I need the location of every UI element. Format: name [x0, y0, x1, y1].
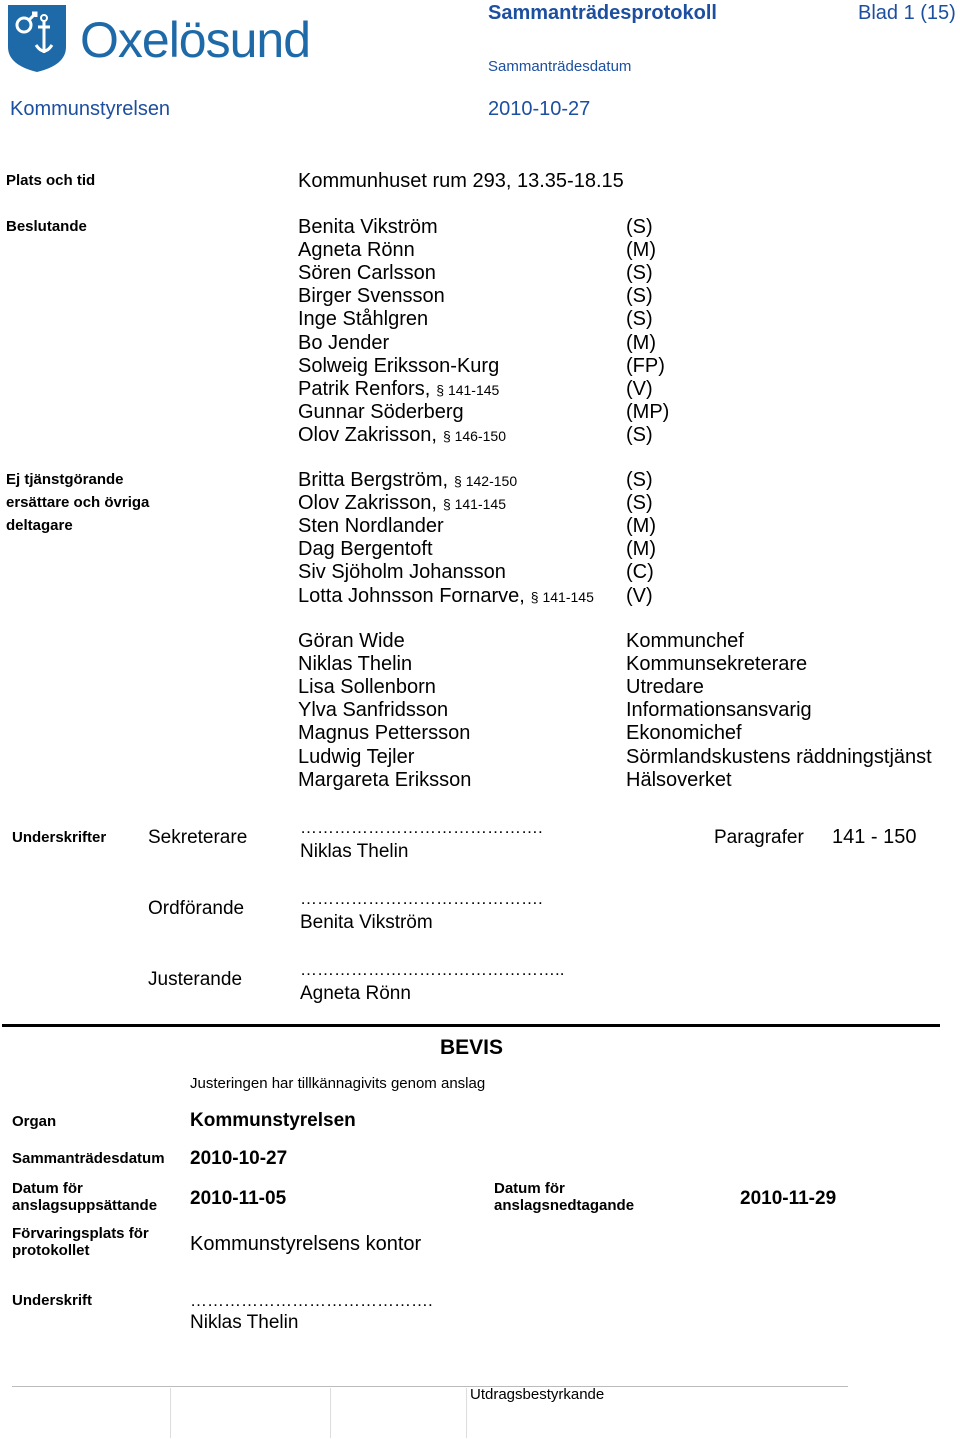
- section-divider: [2, 1024, 940, 1027]
- official-role: Kommunchef: [626, 630, 744, 652]
- meeting-date-bevis-label: Sammanträdesdatum: [12, 1150, 165, 1167]
- storage-label-line1: Förvaringsplats för: [12, 1225, 149, 1242]
- certificate-title: BEVIS: [440, 1036, 504, 1059]
- official-name: Ylva Sanfridsson: [298, 699, 449, 722]
- member-name: Benita Vikström: [298, 216, 438, 238]
- footer-column-line: [170, 1388, 171, 1438]
- paragraphs-value: 141 - 150: [832, 826, 917, 848]
- adjuster-label: Justerande: [148, 969, 243, 990]
- signature-name: Niklas Thelin: [190, 1312, 299, 1333]
- secretary-label: Sekreterare: [148, 827, 248, 848]
- page-indicator: Blad 1 (15): [858, 2, 956, 24]
- substitutes-label-line2: ersättare och övriga: [6, 494, 150, 511]
- member-name: Olov Zakrisson, § 146-150: [298, 423, 506, 446]
- substitute-name: Sten Nordlander: [298, 515, 444, 538]
- certificate-intro: Justeringen har tillkännagivits genom anslag: [190, 1075, 486, 1092]
- chairman-name: Benita Vikström: [300, 912, 433, 933]
- signatures-label: Underskrifter: [12, 829, 107, 846]
- member-name: Gunnar Söderberg: [298, 400, 464, 423]
- substitute-paragraphs: § 142-150: [454, 473, 518, 489]
- member-party: (S): [626, 423, 653, 446]
- member-party: (S): [626, 285, 653, 308]
- organ-label: Organ: [12, 1113, 57, 1130]
- official-role: Informationsansvarig: [626, 699, 812, 722]
- official-role: Hälsoverket: [626, 768, 732, 791]
- member-name: Sören Carlsson: [298, 262, 436, 285]
- official-role: Utredare: [626, 676, 704, 699]
- substitute-name: Britta Bergström, § 142-150: [298, 469, 518, 491]
- member-name: Agneta Rönn: [298, 239, 415, 262]
- posting-date-label-line1: Datum för: [12, 1180, 83, 1197]
- member-party: (S): [626, 262, 653, 285]
- substitute-party: (M): [626, 538, 656, 561]
- paragraphs-label: Paragrafer: [714, 827, 804, 848]
- member-party: (FP): [626, 354, 665, 377]
- member-party: (S): [626, 308, 653, 331]
- secretary-signature-line: …………………………………….: [300, 818, 543, 837]
- substitute-paragraphs: § 141-145: [530, 588, 594, 605]
- place-time-value: Kommunhuset rum 293, 13.35-18.15: [298, 170, 624, 192]
- adjuster-signature-line: ………………………………………..: [300, 960, 565, 979]
- member-paragraphs: § 146-150: [442, 427, 506, 444]
- chairman-label: Ordförande: [148, 898, 245, 919]
- removal-date-label-line1: Datum för: [494, 1180, 565, 1197]
- member-name: Patrik Renfors, § 141-145: [298, 377, 500, 400]
- meeting-date: 2010-10-27: [488, 98, 591, 120]
- substitutes-label-line3: deltagare: [6, 517, 73, 534]
- posting-date-value: 2010-11-05: [190, 1188, 287, 1209]
- signature-label: Underskrift: [12, 1292, 93, 1309]
- organ-value: Kommunstyrelsen: [190, 1110, 356, 1131]
- member-name: Solweig Eriksson-Kurg: [298, 354, 500, 377]
- decision-makers-label: Beslutande: [6, 218, 87, 235]
- member-paragraphs: § 141-145: [436, 381, 500, 398]
- substitute-party: (M): [626, 515, 656, 538]
- substitutes-label-line1: Ej tjänstgörande: [6, 471, 124, 488]
- adjuster-name: Agneta Rönn: [300, 983, 411, 1004]
- official-name: Göran Wide: [298, 630, 405, 652]
- substitute-paragraphs: § 141-145: [442, 496, 506, 513]
- footer-divider: [12, 1386, 848, 1387]
- member-party: (S): [626, 216, 653, 238]
- chairman-signature-line: …………………………………….: [300, 889, 543, 908]
- member-party: (M): [626, 331, 656, 354]
- official-role: Sörmlandskustens räddningstjänst: [626, 745, 932, 768]
- substitute-name: Siv Sjöholm Johansson: [298, 561, 506, 584]
- place-time-label: Plats och tid: [6, 172, 96, 189]
- official-name: Ludwig Tejler: [298, 745, 415, 768]
- member-name: Inge Ståhlgren: [298, 308, 429, 331]
- substitute-party: (V): [626, 584, 653, 607]
- member-party: (M): [626, 239, 656, 262]
- extract-certification-label: Utdragsbestyrkande: [470, 1386, 605, 1403]
- substitute-name: Dag Bergentoft: [298, 538, 433, 561]
- meeting-date-label: Sammanträdesdatum: [488, 58, 632, 75]
- member-party: (MP): [626, 400, 670, 423]
- substitute-party: (S): [626, 492, 653, 515]
- municipality-wordmark: Oxelösund: [80, 12, 311, 68]
- member-party: (V): [626, 377, 653, 400]
- substitute-name: Olov Zakrisson, § 141-145: [298, 492, 506, 515]
- official-role: Kommunsekreterare: [626, 653, 808, 676]
- substitute-party: (S): [626, 469, 653, 491]
- official-name: Niklas Thelin: [298, 653, 413, 676]
- signature-line: …………………………………….: [190, 1291, 433, 1310]
- official-role: Ekonomichef: [626, 722, 742, 745]
- official-name: Lisa Sollenborn: [298, 676, 436, 699]
- board-name: Kommunstyrelsen: [10, 98, 171, 120]
- member-name: Bo Jender: [298, 331, 390, 354]
- substitute-name: Lotta Johnsson Fornarve, § 141-145: [298, 584, 594, 607]
- official-name: Magnus Pettersson: [298, 722, 471, 745]
- storage-label-line2: protokollet: [12, 1242, 90, 1259]
- document-title: Sammanträdesprotokoll: [488, 2, 717, 24]
- removal-date-value: 2010-11-29: [740, 1188, 837, 1209]
- municipality-crest-icon: [6, 3, 68, 78]
- posting-date-label-line2: anslagsuppsättande: [12, 1197, 158, 1214]
- member-name: Birger Svensson: [298, 285, 445, 308]
- removal-date-label-line2: anslagsnedtagande: [494, 1197, 635, 1214]
- footer-column-line: [330, 1388, 331, 1438]
- substitute-party: (C): [626, 561, 654, 584]
- footer-column-line: [466, 1388, 467, 1438]
- secretary-name: Niklas Thelin: [300, 841, 409, 862]
- meeting-date-bevis-value: 2010-10-27: [190, 1148, 288, 1169]
- storage-value: Kommunstyrelsens kontor: [190, 1233, 422, 1255]
- official-name: Margareta Eriksson: [298, 768, 472, 791]
